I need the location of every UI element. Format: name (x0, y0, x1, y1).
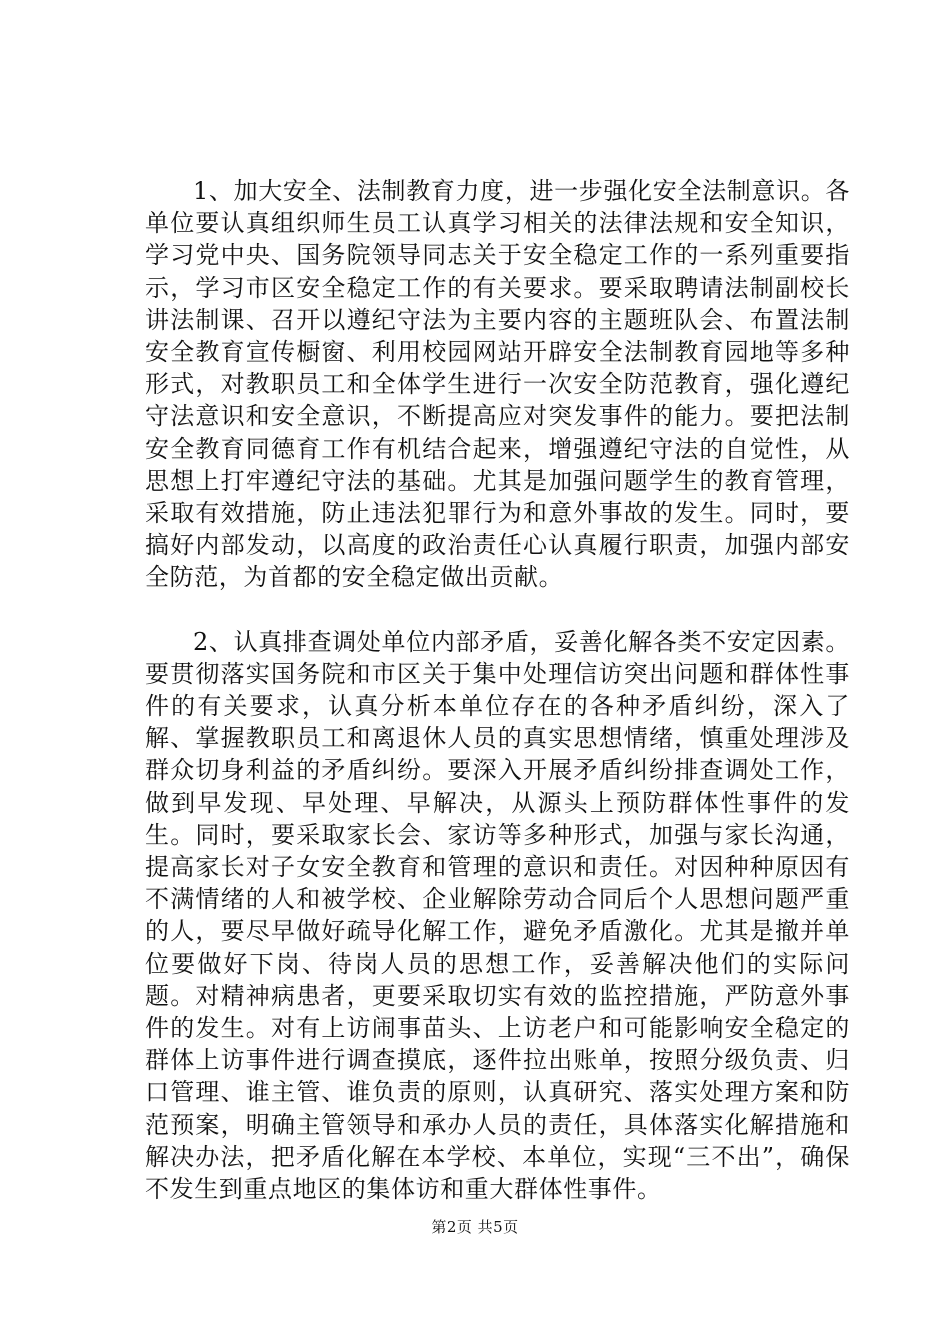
paragraph-2: 2、认真排查调处单位内部矛盾，妥善化解各类不安定因素。要贯彻落实国务院和市区关于集中处理信访突出问题和群体性事件的有关要求，认真分析本单位存在的各种矛盾纠纷，深入了解、掌握教职员工和离退休人员的真实思想情绪，慎重处理涉及群众切身利益的矛盾纠纷。要深入开展矛盾纠纷排查调处工作，做到早发现、早处理、早解决，从源头上预防群体性事件的发生。同时，要采取家长会、家访等多种形式，加强与家长沟通，提高家长对子女安全教育和管理的意识和责任。对因种种原因有不满情绪的人和被学校、企业解除劳动合同后个人思想问题严重的人，要尽早做好疏导化解工作，避免矛盾激化。尤其是撤并单位要做好下岗、待岗人员的思想工作，妥善解决他们的实际问题。对精神病患者，更要采取切实有效的监控措施，严防意外事件的发生。对有上访闹事苗头、上访老户和可能影响安全稳定的群体上访事件进行调查摸底，逐件拉出账单，按照分级负责、归口管理、谁主管、谁负责的原则，认真研究、落实处理方案和防范预案，明确主管领导和承办人员的责任，具体落实化解措施和解决办法，把矛盾化解在本学校、本单位，实现“三不出”，确保不发生到重点地区的集体访和重大群体性事件。 (145, 627, 850, 1204)
document-body (145, 175, 850, 1205)
page-footer: 第2页 共5页 (431, 1218, 519, 1236)
paragraph-1: 1、加大安全、法制教育力度，进一步强化安全法制意识。各单位要认真组织师生员工认真学习相关的法律法规和安全知识，学习党中央、国务院领导同志关于安全稳定工作的一系列重要指示，学习市区安全稳定工作的有关要求。要采取聘请法制副校长讲法制课、召开以遵纪守法为主要内容的主题班队会、布置法制安全教育宣传橱窗、利用校园网站开辟安全法制教育园地等多种形式，对教职员工和全体学生进行一次安全防范教育，强化遵纪守法意识和安全意识，不断提高应对突发事件的能力。要把法制安全教育同德育工作有机结合起来，增强遵纪守法的自觉性，从思想上打牢遵纪守法的基础。尤其是加强问题学生的教育管理，采取有效措施，防止违法犯罪行为和意外事故的发生。同时，要搞好内部发动，以高度的政治责任心认真履行职责，加强内部安全防范，为首都的安全稳定做出贡献。 (145, 177, 850, 592)
